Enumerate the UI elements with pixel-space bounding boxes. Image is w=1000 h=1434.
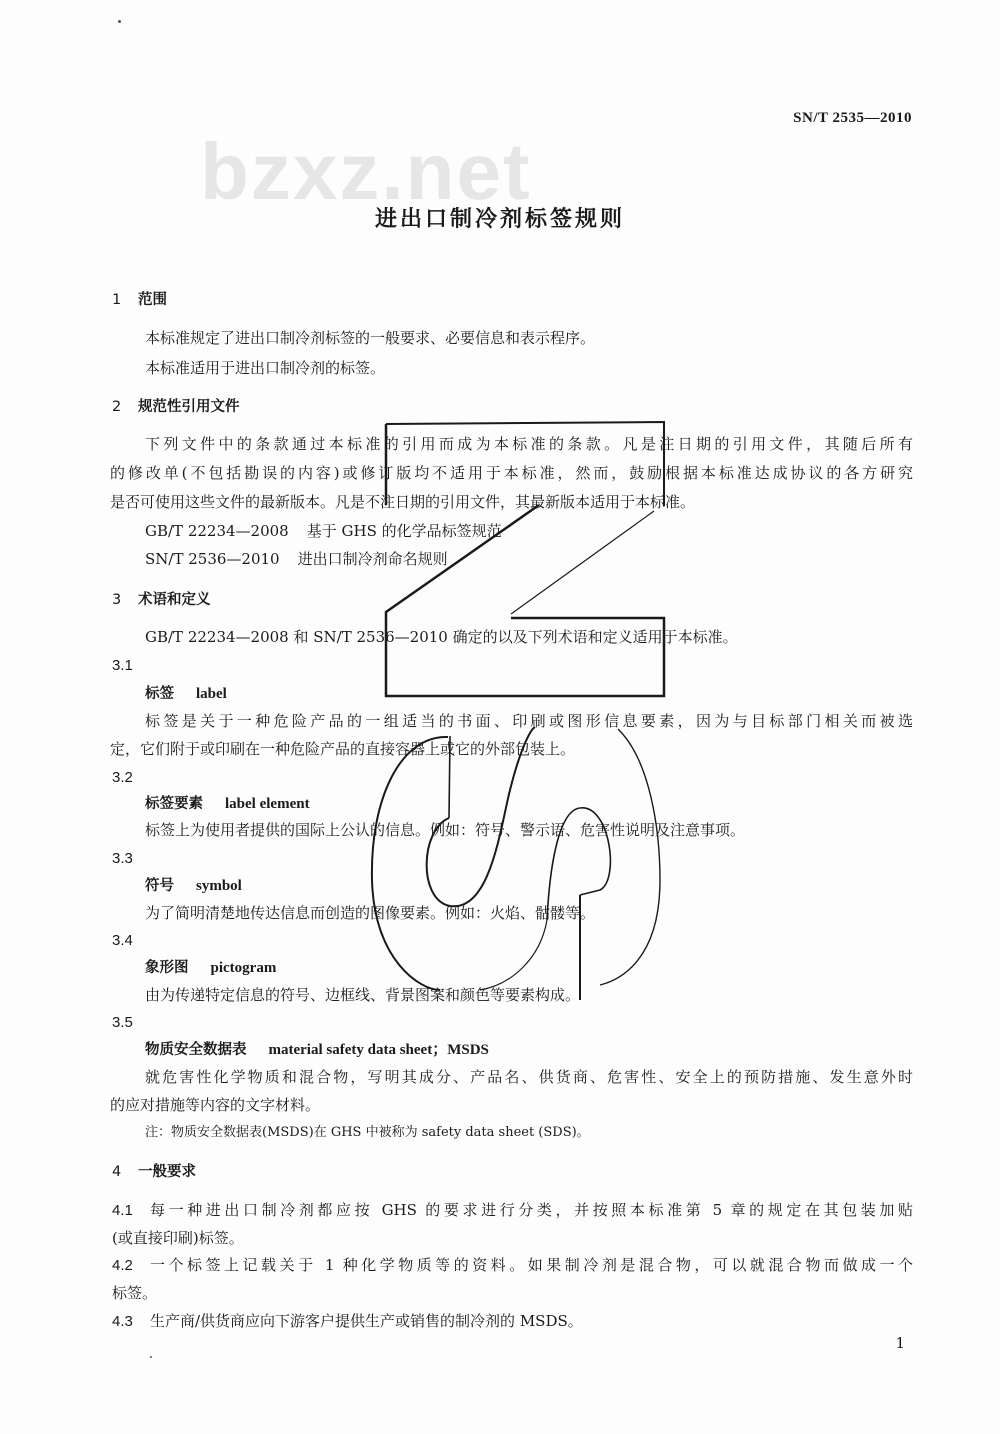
- section-title: 术语和定义: [138, 592, 211, 608]
- definition-line: 由为传递特定信息的符号、边框线、背景图案和颜色等要素构成。: [145, 986, 581, 1004]
- section-title: 一般要求: [138, 1164, 196, 1180]
- clause-number: 4.2: [112, 1257, 133, 1274]
- reference-item: [145, 549, 448, 569]
- section-title: 规范性引用文件: [138, 399, 240, 415]
- scan-speck: [118, 20, 121, 23]
- paragraph-line: 是否可使用这些文件的最新版本。凡是不注日期的引用文件，其最新版本适用于本标准。: [110, 493, 696, 511]
- document-title: 进出口制冷剂标签规则: [374, 207, 625, 232]
- term-number: 3.4: [112, 932, 133, 949]
- term-zh: 象形图: [145, 960, 189, 976]
- clause-line: 一个标签上记载关于 1 种化学物质等的资料。如果制冷剂是混合物，可以就混合物而做成一个: [150, 1256, 913, 1274]
- reference-code: SN/T 2536—2010: [145, 550, 280, 568]
- reference-item: [145, 521, 502, 541]
- definition-line: 标签是关于一种危险产品的一组适当的书面、印刷或图形信息要素，因为与目标部门相关而被选: [145, 712, 913, 730]
- clause-4-2: [112, 1255, 913, 1276]
- term-heading: [145, 794, 310, 814]
- section-number: 4: [112, 1164, 122, 1180]
- section-number: 1: [112, 292, 122, 308]
- term-en: label: [196, 686, 227, 702]
- paragraph: 本标准规定了进出口制冷剂标签的一般要求、必要信息和表示程序。: [145, 329, 596, 347]
- definition-line: 标签上为使用者提供的国际上公认的信息。例如：符号、警示语、危害性说明及注意事项。: [145, 821, 746, 839]
- clause-line: 每一种进出口制冷剂都应按 GHS 的要求进行分类，并按照本标准第 5 章的规定在其包装加贴: [150, 1201, 913, 1219]
- clause-line: 标签。: [112, 1284, 158, 1302]
- term-note: 注：物质安全数据表(MSDS)在 GHS 中被称为 safety data sheet (SDS)。: [145, 1125, 590, 1140]
- section-4-heading: [112, 1162, 196, 1182]
- term-en: symbol: [196, 878, 242, 894]
- definition-line: 就危害性化学物质和混合物，写明其成分、产品名、供货商、危害性、安全上的预防措施、发生意外时: [145, 1068, 913, 1086]
- reference-title: 进出口制冷剂命名规则: [297, 550, 448, 568]
- clause-4-1: [112, 1200, 913, 1221]
- term-number: 3.1: [112, 657, 133, 674]
- definition-line: 定，它们附于或印刷在一种危险产品的直接容器上或它的外部包装上。: [110, 740, 576, 758]
- term-number: 3.2: [112, 769, 133, 786]
- paragraph-line: 的修改单(不包括勘误的内容)或修订版均不适用于本标准，然而，鼓励根据本标准达成协议的各方研究: [110, 464, 913, 482]
- term-zh: 符号: [145, 878, 174, 894]
- section-number: 2: [112, 399, 122, 415]
- reference-code: GB/T 22234—2008: [145, 522, 289, 540]
- scan-speck: [150, 1356, 152, 1358]
- term-heading: [145, 684, 227, 704]
- definition-line: 为了简明清楚地传达信息而创造的图像要素。例如：火焰、骷髅等。: [145, 904, 596, 922]
- term-zh: 标签: [145, 686, 174, 702]
- section-number: 3: [112, 592, 122, 608]
- clause-number: 4.1: [112, 1202, 133, 1219]
- term-heading: [145, 958, 276, 978]
- section-1-heading: [112, 290, 167, 310]
- section-2-heading: [112, 397, 240, 417]
- definition-line: 的应对措施等内容的文字材料。: [110, 1096, 321, 1114]
- section-title: 范围: [138, 292, 167, 308]
- term-zh: 标签要素: [145, 796, 203, 812]
- term-heading: [145, 876, 242, 896]
- paragraph-line: 下列文件中的条款通过本标准的引用而成为本标准的条款。凡是注日期的引用文件，其随后所有: [145, 435, 913, 453]
- term-en: label element: [225, 796, 310, 812]
- standard-code: SN/T 2535—2010: [793, 110, 912, 126]
- term-en: pictogram: [210, 960, 277, 976]
- clause-line: 生产商/供货商应向下游客户提供生产或销售的制冷剂的 MSDS。: [150, 1312, 583, 1330]
- paragraph: 本标准适用于进出口制冷剂的标签。: [145, 359, 386, 377]
- page-number: 1: [895, 1334, 905, 1352]
- clause-4-3: [112, 1311, 583, 1332]
- reference-title: 基于 GHS 的化学品标签规范: [306, 522, 502, 540]
- clause-number: 4.3: [112, 1313, 133, 1330]
- clause-line: (或直接印刷)标签。: [112, 1229, 244, 1247]
- paragraph: GB/T 22234—2008 和 SN/T 2536—2010 确定的以及下列术语和定义适用于本标准。: [145, 628, 738, 646]
- section-3-heading: [112, 590, 211, 610]
- term-number: 3.3: [112, 850, 133, 867]
- term-zh: 物质安全数据表: [145, 1042, 247, 1058]
- site-watermark: bzxz.net: [200, 127, 532, 216]
- term-en: material safety data sheet；MSDS: [268, 1042, 489, 1058]
- term-heading: [145, 1040, 489, 1060]
- term-number: 3.5: [112, 1014, 133, 1031]
